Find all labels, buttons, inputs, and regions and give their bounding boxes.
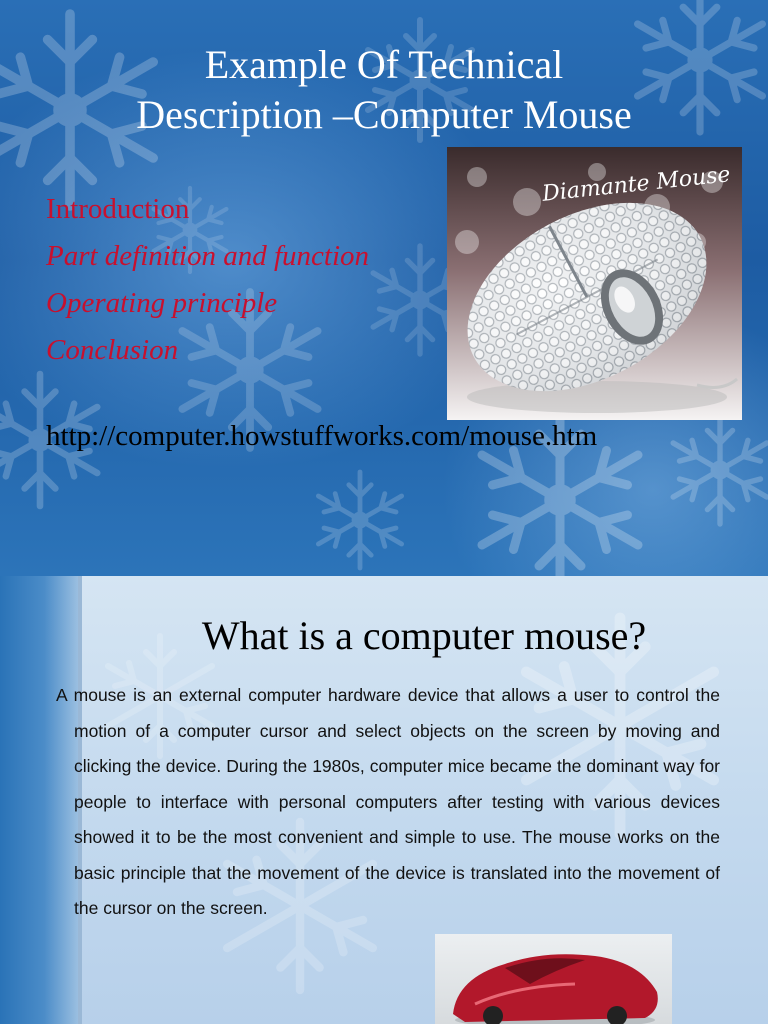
slide-2-title: What is a computer mouse? (201, 613, 647, 658)
paragraph-lead: A (56, 685, 67, 705)
paragraph-body: mouse is an external computer hardware device that allows a user to control the motion of a computer cursor and select objects on the screen by moving and clicking the device. During the 1980s, computer mice became the dominant way for people to interface with personal computers after testing with various devices showed it to be the most convenient and simple to use. The mouse works on the basic principle that the movement of the device is translated into the movement of the cursor on the screen. (73, 685, 720, 918)
topic-list (46, 186, 369, 374)
diamante-mouse-caption: Diamante Mouse (541, 162, 732, 207)
diamante-mouse-image (447, 147, 742, 420)
slide-2 (0, 576, 768, 1024)
list-item: Introduction (46, 193, 190, 225)
slide-1-title (40, 40, 728, 140)
car-mouse-image (435, 934, 672, 1024)
list-item: Operating principle (46, 287, 278, 319)
definition-paragraph (56, 678, 720, 927)
title-line-1: Example Of Technical (204, 42, 564, 87)
source-link[interactable]: http://computer.howstuffworks.com/mouse.htm (46, 420, 598, 452)
list-item: Conclusion (46, 334, 179, 366)
title-line-2: Description –Computer Mouse (136, 92, 632, 137)
list-item: Part definition and function (46, 240, 370, 272)
